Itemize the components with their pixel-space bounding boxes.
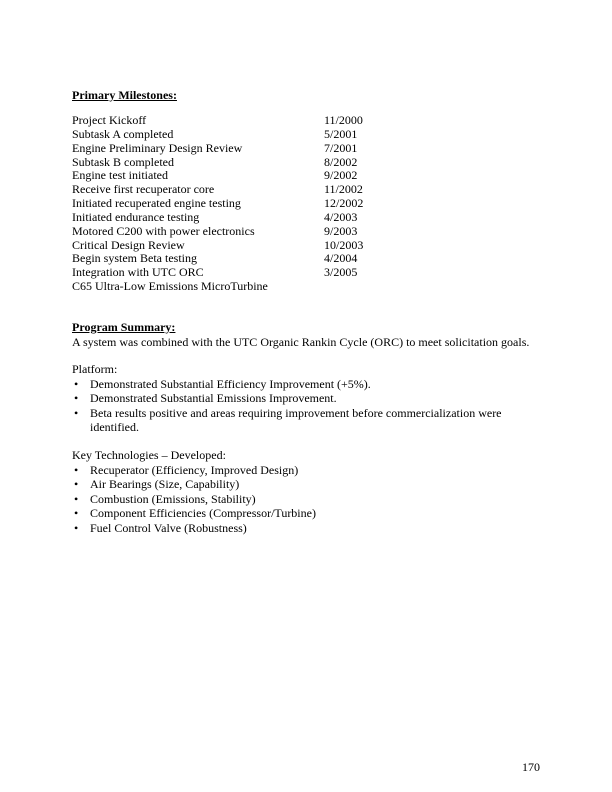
milestone-row <box>72 225 372 239</box>
program-summary-body: A system was combined with the UTC Organic Rankin Cycle (ORC) to meet solicitation goals. <box>72 334 530 349</box>
key-technologies-section <box>72 448 552 536</box>
milestone-row <box>72 156 372 170</box>
milestone-label: Begin system Beta testing <box>72 251 197 266</box>
bullet-icon: • <box>74 491 79 506</box>
milestone-date: 7/2001 <box>324 140 358 155</box>
bullet-item <box>72 506 552 521</box>
bullet-icon: • <box>74 391 79 406</box>
bullet-text: Demonstrated Substantial Efficiency Improvement (+5%). <box>90 376 371 391</box>
milestones-list <box>72 114 372 294</box>
milestone-date: 11/2002 <box>324 182 363 197</box>
milestone-label: Initiated endurance testing <box>72 209 200 224</box>
milestone-label: Integration with UTC ORC <box>72 265 204 280</box>
platform-label: Platform: <box>72 362 118 376</box>
bullet-icon: • <box>74 520 79 535</box>
bullet-item <box>72 406 532 435</box>
milestone-date: 11/2000 <box>324 113 363 127</box>
milestone-date: 4/2003 <box>324 209 358 224</box>
bullet-item <box>72 391 532 406</box>
bullet-text: Recuperator (Efficiency, Improved Design) <box>90 462 299 477</box>
bullet-text: Air Bearings (Size, Capability) <box>90 477 240 492</box>
milestone-date: 9/2003 <box>324 223 358 238</box>
milestone-row <box>72 266 372 280</box>
milestones-heading: Primary Milestones: <box>72 88 177 102</box>
program-summary <box>72 320 552 349</box>
bullet-icon: • <box>74 376 79 391</box>
milestone-date: 12/2002 <box>324 196 364 211</box>
bullet-icon: • <box>74 506 79 521</box>
milestone-row <box>72 252 372 266</box>
milestone-label: Receive first recuperator core <box>72 182 215 197</box>
bullet-icon: • <box>74 405 79 420</box>
milestone-label: Subtask B completed <box>72 154 174 169</box>
milestone-label: Project Kickoff <box>72 113 147 127</box>
milestone-date: 4/2004 <box>324 251 358 266</box>
bullet-icon: • <box>74 462 79 477</box>
key-technologies-label: Key Technologies – Developed: <box>72 448 226 462</box>
milestone-date: 10/2003 <box>324 237 364 252</box>
page-number: 170 <box>522 760 540 774</box>
bullet-item <box>72 463 552 478</box>
milestone-row <box>72 211 372 225</box>
milestone-label: Critical Design Review <box>72 237 185 252</box>
bullet-text: Demonstrated Substantial Emissions Improvement. <box>90 391 337 406</box>
milestone-date: 5/2001 <box>324 126 358 141</box>
milestone-label: Subtask A completed <box>72 126 174 141</box>
milestone-date: 3/2005 <box>324 265 358 280</box>
milestone-row <box>72 114 372 128</box>
milestone-label: Engine test initiated <box>72 168 168 183</box>
milestone-row <box>72 142 372 156</box>
program-summary-heading: Program Summary: <box>72 320 176 334</box>
milestone-date: 9/2002 <box>324 168 358 183</box>
milestone-row <box>72 239 372 253</box>
bullet-item <box>72 521 552 536</box>
bullet-item <box>72 477 552 492</box>
bullet-text: Component Efficiencies (Compressor/Turbine) <box>90 506 316 521</box>
milestone-row <box>72 197 372 211</box>
milestone-label: Engine Preliminary Design Review <box>72 140 243 155</box>
milestone-row <box>72 169 372 183</box>
bullet-text: Combustion (Emissions, Stability) <box>90 491 256 506</box>
milestone-date: 8/2002 <box>324 154 358 169</box>
milestone-label: Initiated recuperated engine testing <box>72 196 241 211</box>
milestone-label: Motored C200 with power electronics <box>72 223 255 238</box>
bullet-icon: • <box>74 477 79 492</box>
bullet-text: Fuel Control Valve (Robustness) <box>90 520 247 535</box>
bullet-text: Beta results positive and areas requiring improvement before commercialization were identified. <box>90 405 502 435</box>
milestone-label: C65 Ultra-Low Emissions MicroTurbine <box>72 279 268 294</box>
milestone-row <box>72 280 372 294</box>
milestone-row <box>72 128 372 142</box>
bullet-item <box>72 377 532 392</box>
bullet-item <box>72 492 552 507</box>
milestone-row <box>72 183 372 197</box>
platform-section <box>72 362 532 435</box>
